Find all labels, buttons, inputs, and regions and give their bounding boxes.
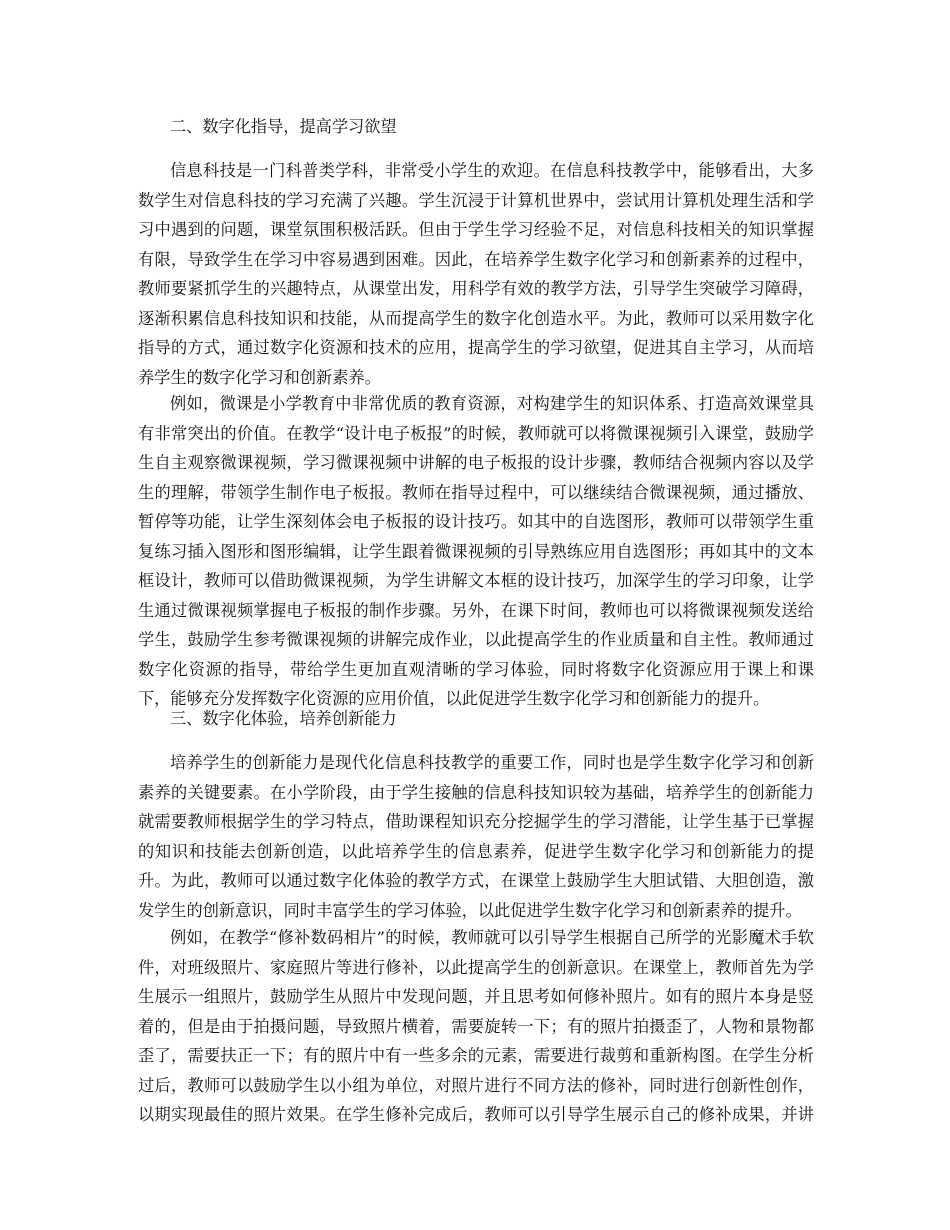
paragraph-line: 教师要紧抓学生的兴趣特点，从课堂出发，用科学有效的教学方法，引导学生突破学习障碍， [138, 279, 814, 298]
paragraph-line: 以期实现最佳的照片效果。在学生修补完成后，教师可以引导学生展示自己的修补成果，并讲 [138, 1105, 814, 1124]
paragraph-line: 培养学生的创新能力是现代化信息科技教学的重要工作，同时也是学生数字化学习和创新 [170, 753, 814, 772]
paragraph-line: 的知识和技能去创新创造，以此培养学生的信息素养，促进学生数字化学习和创新能力的提 [138, 841, 814, 861]
paragraph-s3-p2 [138, 923, 814, 1130]
paragraph-line: 生自主观察微课视频，学习微课视频中讲解的电子板报的设计步骤，教师结合视频内容以及学 [138, 453, 814, 472]
paragraph-line: 复练习插入图形和图形编辑，让学生跟着微课视频的引导熟练应用自选图形；再如其中的文本 [138, 541, 814, 561]
paragraph-line: 数字化资源的指导，带给学生更加直观清晰的学习体验，同时将数字化资源应用于课上和课 [138, 659, 814, 679]
paragraph-line: 素养的关键要素。在小学阶段，由于学生接触的信息科技知识较为基础，培养学生的创新能力 [138, 782, 814, 802]
heading-text: 二、数字化指导，提高学习欲望 [170, 117, 397, 136]
paragraph-line: 有限，导致学生在学习中容易遇到困难。因此，在培养学生数字化学习和创新素养的过程中， [138, 249, 814, 269]
paragraph-line: 下，能够充分发挥数字化资源的应用价值，以此促进学生数字化学习和创新能力的提升。 [138, 689, 770, 708]
paragraph-line: 习中遇到的问题，课堂氛围积极活跃。但由于学生学习经验不足，对信息科技相关的知识掌握 [138, 220, 814, 239]
paragraph-line: 升。为此，教师可以通过数字化体验的教学方式，在课堂上鼓励学生大胆试错、大胆创造，激 [138, 871, 814, 890]
paragraph-line: 着的，但是由于拍摄问题，导致照片横着，需要旋转一下；有的照片拍摄歪了，人物和景物都 [138, 1016, 814, 1036]
paragraph-line: 例如，微课是小学教育中非常优质的教育资源，对构建学生的知识体系、打造高效课堂具 [170, 394, 814, 413]
paragraph-line: 件，对班级照片、家庭照片等进行修补，以此提高学生的创新意识。在课堂上，教师首先为学 [138, 957, 814, 977]
paragraph-line: 发学生的创新意识，同时丰富学生的学习体验，以此促进学生数字化学习和创新素养的提升。 [138, 900, 802, 920]
paragraph-line: 逐渐积累信息科技知识和技能，从而提高学生的数字化创造水平。为此，教师可以采用数字化 [138, 308, 814, 328]
paragraph-line: 生展示一组照片，鼓励学生从照片中发现问题，并且思考如何修补照片。如有的照片本身是竖 [138, 987, 814, 1006]
paragraph-line: 生的理解，带领学生制作电子板报。教师在指导过程中，可以继续结合微课视频，通过播放、 [138, 482, 814, 502]
section-heading-2 [138, 112, 814, 142]
paragraph-line: 暂停等功能，让学生深刻体会电子板报的设计技巧。如其中的自选图形，教师可以带领学生重 [138, 512, 814, 531]
paragraph-s2-p1 [138, 156, 814, 392]
paragraph-line: 过后，教师可以鼓励学生以小组为单位，对照片进行不同方法的修补，同时进行创新性创作， [138, 1075, 814, 1095]
paragraph-line: 信息科技是一门科普类学科，非常受小学生的欢迎。在信息科技教学中，能够看出，大多 [170, 161, 814, 180]
section-heading-3 [138, 704, 814, 734]
paragraph-line: 例如，在教学“修补数码相片”的时候，教师就可以引导学生根据自己所学的光影魔术手软 [170, 928, 814, 947]
paragraph-line: 数学生对信息科技的学习充满了兴趣。学生沉浸于计算机世界中，尝试用计算机处理生活和学 [138, 190, 814, 210]
paragraph-s3-p1 [138, 748, 814, 925]
paragraph-line: 养学生的数字化学习和创新素养。 [138, 367, 381, 387]
paragraph-line: 有非常突出的价值。在教学“设计电子板报”的时候，教师就可以将微课视频引入课堂，鼓励学 [138, 423, 814, 443]
paragraph-line: 就需要教师根据学生的学习特点，借助课程知识充分挖掘学生的学习潜能，让学生基于已掌握 [138, 812, 814, 831]
paragraph-s2-p2 [138, 389, 814, 714]
paragraph-line: 歪了，需要扶正一下；有的照片中有一些多余的元素，需要进行裁剪和重新构图。在学生分析 [138, 1046, 814, 1065]
paragraph-line: 指导的方式，通过数字化资源和技术的应用，提高学生的学习欲望，促进其自主学习，从而培 [138, 338, 814, 357]
paragraph-line: 生通过微课视频掌握电子板报的制作步骤。另外，在课下时间，教师也可以将微课视频发送给 [138, 600, 814, 620]
paragraph-line: 框设计，教师可以借助微课视频，为学生讲解文本框的设计技巧，加深学生的学习印象，让学 [138, 571, 814, 590]
heading-text: 三、数字化体验，培养创新能力 [170, 709, 397, 728]
paragraph-line: 学生，鼓励学生参考微课视频的讲解完成作业，以此提高学生的作业质量和自主性。教师通过 [138, 630, 814, 649]
